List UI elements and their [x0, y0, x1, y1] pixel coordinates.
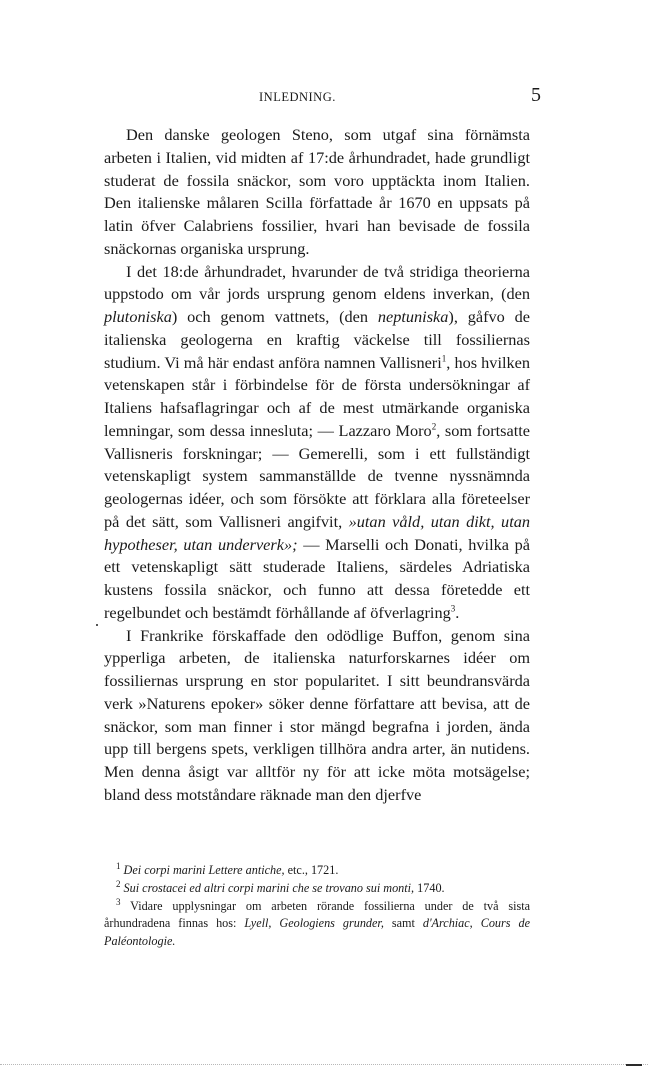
margin-mark — [96, 624, 98, 626]
text-run: I det 18:de århundradet, hvarunder de två stridiga theorierna uppstodo om vår jords ursprung genom eldens inverkan, (den — [104, 261, 530, 304]
page-number: 5 — [531, 84, 541, 106]
main-text — [104, 124, 530, 807]
footnote-text: etc., 1721. — [284, 863, 339, 877]
footnotes — [104, 862, 530, 951]
footnote-mark: 2 — [116, 878, 121, 889]
paragraph-buffon: I Frankrike förskaffade den odödlige Buffon, genom sina ypperliga arbeten, de italienska naturforskarnes idéer om fossiliernas ursprung en stor popularitet. I sitt beundransvärda verk »Naturens epoker» söker denne författare att bevisa, att de snäckor, som man finner i stor mängd begrafna i jorden, ända upp till bergens spets, verkligen tillhöra andra arter, än nutidens. Men denna åsigt var alltför ny för att icke möta motsägelse; bland dess motståndare räknade man den djerfve — [104, 625, 530, 804]
footnote-mark: 3 — [116, 896, 121, 907]
text-run: . — [455, 602, 460, 622]
footnote-text: 1740. — [414, 880, 445, 895]
footnote-text: samt — [383, 916, 423, 931]
footnote-ref-3: 3 — [450, 603, 456, 614]
footnote-ref-1: 1 — [441, 353, 447, 364]
text-run: ), gåfvo de italienska geologerna en kraftig väckelse till fossiliernas studium. Vi må här endast anföra namnen Vallisneri — [104, 307, 531, 372]
footnote-1 — [104, 862, 530, 880]
text-run: ) och genom vattnets, (den — [171, 307, 378, 326]
footnote-3 — [104, 898, 530, 951]
text-run: — Marselli och Donati, hvilka på ett vetenskapligt sätt studerade Italiens, särdeles Adriatiska kustens fossila snäckor, och funno att dessa företedde ett regelbundet och bestämdt förhållande af öfverlagring — [104, 534, 530, 622]
italic-term-neptuniska: neptuniska — [377, 307, 449, 326]
text-run: , som fortsatte Vallisneris forskningar; — Gemerelli, som i ett fullständigt vetenskapligt system sammanställde de tvenne nyssnämnda geologernas idéer, och som försökte att förklara alla företeelser på det sätt, som Vallisneri angifvit, — [104, 420, 530, 531]
footnote-reference-archiac: d'Archiac, Cours de Paléontologie. — [104, 916, 531, 949]
text-run: , hos hvilken vetenskapen står i förbindelse för de första undersökningar af Italiens hafsaflagringar och af de mest utmärkande organiska lemningar, som dessa innesluta; — Lazzaro Moro — [104, 352, 530, 440]
footnote-2 — [104, 880, 530, 898]
footnote-reference-lyell: Lyell, Geologiens grunder, — [244, 916, 384, 931]
italic-term-plutoniska: plutoniska — [104, 307, 172, 326]
running-head: INLEDNING. — [259, 90, 336, 104]
page-header — [104, 84, 541, 110]
bottom-corner-mark — [626, 1057, 642, 1066]
footnote-text: Vidare upplysningar om arbeten rörande fossilierna under de två sista århundradena finnas hos: — [104, 898, 530, 931]
italic-quotation: »utan våld, utan dikt, utan hypotheser, utan underverk»; — [104, 511, 530, 554]
bottom-rule — [0, 1064, 648, 1065]
footnote-title: Sui crostacei ed altri corpi marini che se trovano sui monti, — [123, 880, 415, 895]
footnote-ref-2: 2 — [431, 421, 437, 432]
paragraph-steno: Den danske geologen Steno, som utgaf sina förnämsta arbeten i Italien, vid midten af 17:de århundradet, hade grundligt studerat de fossila snäckor, som voro upptäckta inom Italien. Den italienske målaren Scilla författade år 1670 en uppsats på latin öfver Calabriens fossilier, hvari han bevisade de fossila snäckornas organiska ursprung. — [104, 125, 530, 258]
footnote-mark: 1 — [116, 860, 121, 871]
paragraph-italian-geologists — [104, 261, 530, 625]
footnote-title: Dei corpi marini Lettere antiche, — [123, 863, 285, 877]
